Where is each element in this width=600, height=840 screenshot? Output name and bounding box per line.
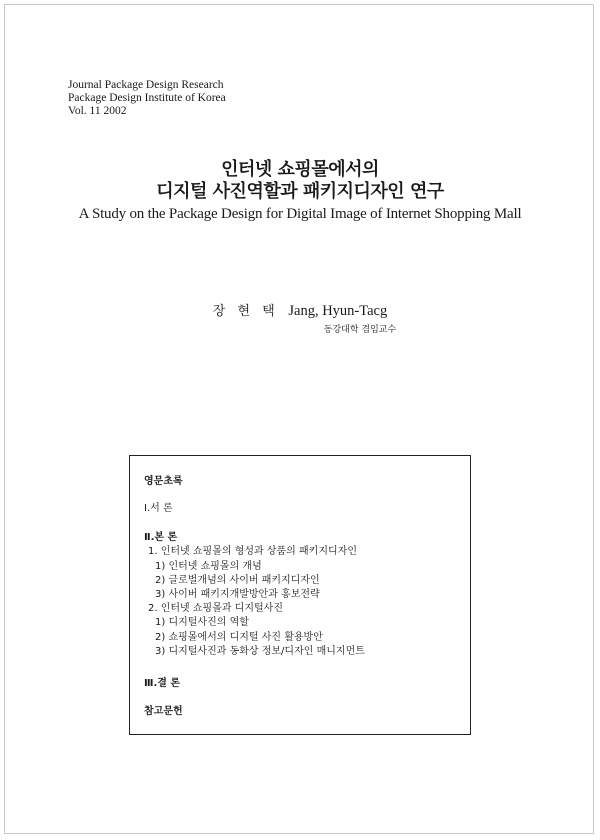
toc-section-3: Ⅲ.결 론 — [144, 678, 181, 689]
toc-section-2-2-1: 1) 디지털사진의 역할 — [155, 617, 249, 628]
toc-section-2-1: 1. 인터넷 쇼핑몰의 형성과 상품의 패키지디자인 — [148, 546, 357, 557]
table-of-contents — [129, 455, 471, 735]
journal-name: Journal Package Design Research — [68, 79, 224, 91]
toc-section-2-1-3: 3) 사이버 패키지개발방안과 홍보전략 — [155, 589, 320, 600]
toc-section-2-2: 2. 인터넷 쇼핑몰과 디지털사진 — [148, 603, 283, 614]
toc-section-2-1-1: 1) 인터넷 쇼핑몰의 개념 — [155, 561, 262, 572]
title-english: A Study on the Package Design for Digital Image of Internet Shopping Mall — [78, 206, 522, 222]
title-korean-line2: 디지털 사진역할과 패키지디자인 연구 — [156, 181, 444, 202]
toc-section-2: Ⅱ.본 론 — [144, 532, 178, 543]
toc-section-1: Ⅰ.서 론 — [144, 503, 173, 514]
journal-info — [68, 79, 226, 118]
title-korean-line1: 인터넷 쇼핑몰에서의 — [221, 159, 379, 180]
toc-abstract: 영문초록 — [144, 476, 183, 487]
toc-references: 참고문헌 — [144, 706, 183, 717]
author-line — [0, 302, 600, 321]
toc-section-2-2-3: 3) 디지털사진과 동화상 정보/디자인 매니지먼트 — [155, 646, 365, 657]
toc-section-2-2-2: 2) 쇼핑몰에서의 디지털 사진 활용방안 — [155, 632, 323, 643]
author-name-english: Jang, Hyun-Tacg — [288, 303, 388, 319]
author-affiliation: 동강대학 겸임교수 — [323, 325, 397, 335]
toc-section-2-1-2: 2) 글로벌개념의 사이버 패키지디자인 — [155, 575, 320, 586]
author-name-korean: 장 현 택 — [212, 304, 279, 319]
journal-volume: Vol. 11 2002 — [68, 105, 127, 117]
journal-publisher: Package Design Institute of Korea — [68, 92, 226, 104]
